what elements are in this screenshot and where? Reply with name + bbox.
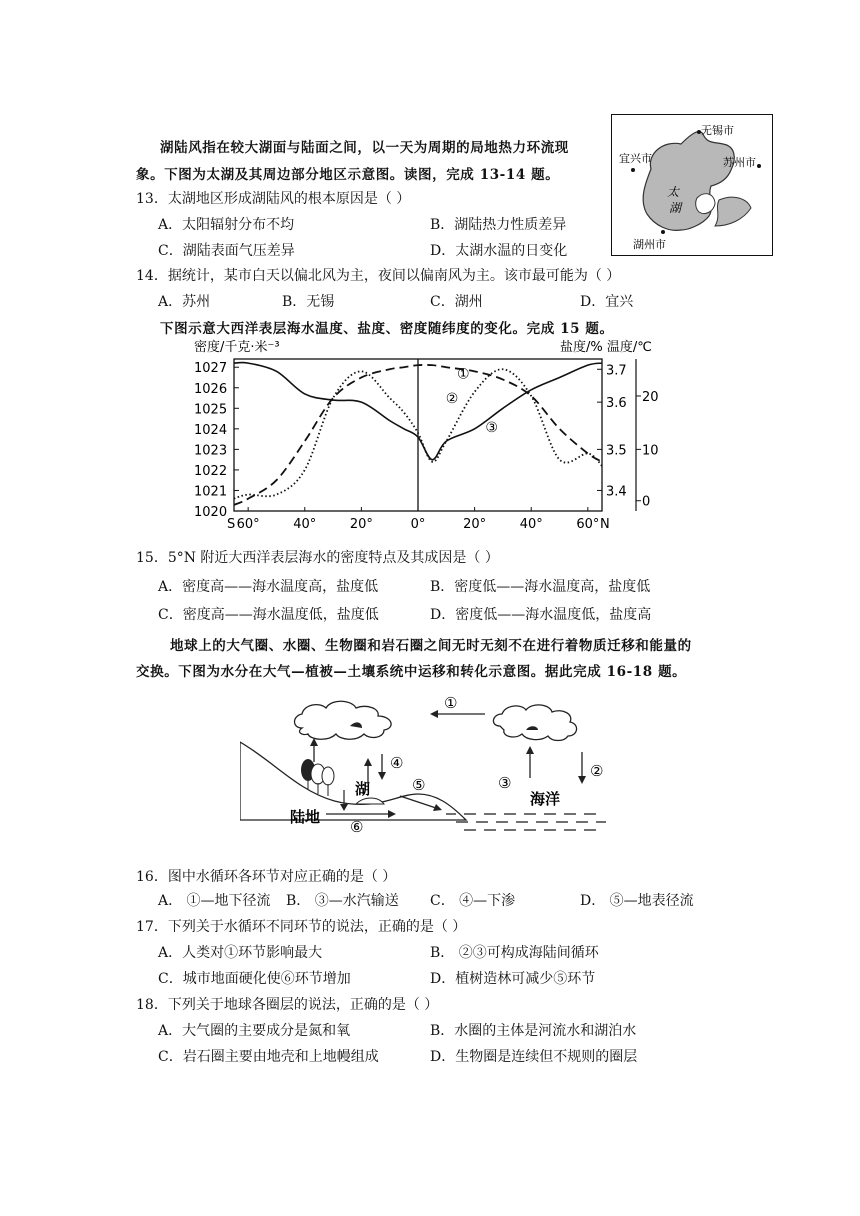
map-label-wuxi: 无锡市 — [701, 124, 734, 137]
label-4: ④ — [390, 754, 404, 772]
intro-taihu-line1: 湖陆风指在较大湖面与陆面之间，以一天为周期的局地热力环流现 — [160, 140, 569, 156]
label-2: ② — [590, 762, 604, 780]
intro-taihu-line2: 象。下图为太湖及其周边部分地区示意图。读图，完成 13-14 题。 — [136, 167, 560, 183]
x-tick-label: 40° — [293, 517, 317, 532]
cloud-right — [493, 705, 576, 741]
q14-option-a[interactable]: A．苏州 — [158, 294, 211, 310]
q17-option-d[interactable]: D．植树造林可减少⑤环节 — [430, 971, 596, 987]
q18-option-c[interactable]: C．岩石圈主要由地壳和上地幔组成 — [158, 1049, 379, 1065]
q18-stem: 18．下列关于地球各圈层的说法，正确的是（ ） — [136, 997, 439, 1013]
water-cycle-diagram — [240, 690, 620, 846]
q17-option-a[interactable]: A．人类对①环节影响最大 — [158, 945, 323, 961]
q13-option-a[interactable]: A．太阳辐射分布不均 — [158, 217, 295, 233]
map-label-huzhou: 湖州市 — [633, 238, 666, 251]
q15-option-d[interactable]: D．密度低——海水温度低，盐度高 — [430, 607, 652, 623]
q17-stem: 17．下列关于水循环不同环节的说法，正确的是（ ） — [136, 919, 467, 935]
left-tick-label: 1023 — [194, 443, 228, 459]
temperature-tick-label: 0 — [642, 494, 651, 510]
x-tick-label: 20° — [463, 517, 487, 532]
x-tick-label: N — [599, 517, 610, 532]
left-tick-label: 1027 — [194, 361, 228, 377]
map-label-tai: 太 — [667, 185, 680, 199]
land-slope — [240, 742, 466, 820]
atlantic-chart — [190, 335, 670, 535]
series-label-3: ③ — [485, 419, 498, 436]
q18-option-a[interactable]: A．大气圈的主要成分是氮和氧 — [158, 1023, 351, 1039]
q15-stem: 15．5°N 附近大西洋表层海水的密度特点及其成因是（ ） — [136, 550, 499, 566]
x-tick-label: 20° — [349, 517, 373, 532]
q14-option-d[interactable]: D．宜兴 — [580, 294, 634, 310]
q17-option-b[interactable]: B． ②③可构成海陆间循环 — [430, 945, 599, 961]
map-label-yixing: 宜兴市 — [619, 152, 652, 165]
intro-spheres-line2: 交换。下图为水分在大气—植被—土壤系统中运移和转化示意图。据此完成 16-18 题。 — [136, 664, 687, 680]
q13-option-c[interactable]: C．湖陆表面气压差异 — [158, 243, 295, 259]
salinity-tick-label: 3.6 — [606, 396, 627, 412]
label-6: ⑥ — [350, 818, 364, 836]
q14-stem: 14．据统计，某市白天以偏北风为主，夜间以偏南风为主。该市最可能为（ ） — [136, 268, 621, 284]
left-tick-label: 1025 — [194, 402, 228, 418]
intro-spheres-line1: 地球上的大气圈、水圈、生物圈和岩石圈之间无时无刻不在进行着物质迁移和能量的 — [170, 638, 692, 654]
temperature-tick-label: 20 — [642, 389, 659, 405]
taihu-map — [611, 114, 773, 256]
x-tick-label: 40° — [519, 517, 543, 532]
left-tick-label: 1024 — [194, 422, 228, 438]
left-tick-label: 1022 — [194, 463, 228, 479]
chart-ylabel-right: 盐度/% 温度/℃ — [560, 340, 652, 355]
q18-option-d[interactable]: D．生物圈是连续但不规则的圈层 — [430, 1049, 638, 1065]
q16-option-b[interactable]: B． ③—水汽输送 — [286, 893, 399, 909]
q15-option-a[interactable]: A．密度高——海水温度高，盐度低 — [158, 579, 379, 595]
label-5: ⑤ — [412, 776, 426, 794]
q16-option-a[interactable]: A． ①—地下径流 — [158, 893, 271, 909]
cloud-left — [295, 701, 392, 739]
q13-stem: 13．太湖地区形成湖陆风的根本原因是（ ） — [136, 191, 411, 207]
x-tick-label: 60° — [576, 517, 600, 532]
q15-option-c[interactable]: C．密度高——海水温度低，盐度低 — [158, 607, 379, 623]
q16-stem: 16．图中水循环各环节对应正确的是（ ） — [136, 869, 397, 885]
x-tick-label: 60° — [236, 517, 260, 532]
q16-option-c[interactable]: C． ④—下渗 — [430, 893, 516, 909]
chart-ylabel-left: 密度/千克·米⁻³ — [194, 340, 280, 355]
label-3: ③ — [498, 774, 512, 792]
temperature-tick-label: 10 — [642, 443, 659, 459]
salinity-tick-label: 3.5 — [606, 443, 627, 459]
map-label-suzhou: 苏州市 — [723, 156, 756, 169]
series-label-1: ① — [457, 366, 470, 383]
q13-option-b[interactable]: B．湖陆热力性质差异 — [430, 217, 567, 233]
left-tick-label: 1026 — [194, 381, 228, 397]
q13-option-d[interactable]: D．太湖水温的日变化 — [430, 243, 568, 259]
q14-option-c[interactable]: C．湖州 — [430, 294, 483, 310]
q18-option-b[interactable]: B．水圈的主体是河流水和湖泊水 — [430, 1023, 637, 1039]
label-lake: 湖 — [355, 780, 371, 798]
q16-option-d[interactable]: D． ⑤—地表径流 — [580, 893, 694, 909]
label-1: ① — [444, 694, 458, 712]
q15-option-b[interactable]: B．密度低——海水温度高，盐度低 — [430, 579, 651, 595]
left-tick-label: 1021 — [194, 484, 228, 500]
map-label-hu: 湖 — [669, 201, 682, 215]
left-tick-label: 1020 — [194, 505, 228, 520]
q17-option-c[interactable]: C．城市地面硬化使⑥环节增加 — [158, 971, 351, 987]
label-ocean: 海洋 — [530, 790, 561, 808]
label-land: 陆地 — [290, 808, 321, 826]
x-tick-label: 0° — [410, 517, 426, 532]
salinity-tick-label: 3.4 — [606, 484, 627, 500]
series-label-2: ② — [445, 391, 459, 408]
x-tick-label: S — [227, 517, 236, 532]
q14-option-b[interactable]: B．无锡 — [282, 294, 335, 310]
salinity-tick-label: 3.7 — [606, 363, 627, 379]
intro-atlantic: 下图示意大西洋表层海水温度、盐度、密度随纬度的变化。完成 15 题。 — [160, 321, 614, 337]
